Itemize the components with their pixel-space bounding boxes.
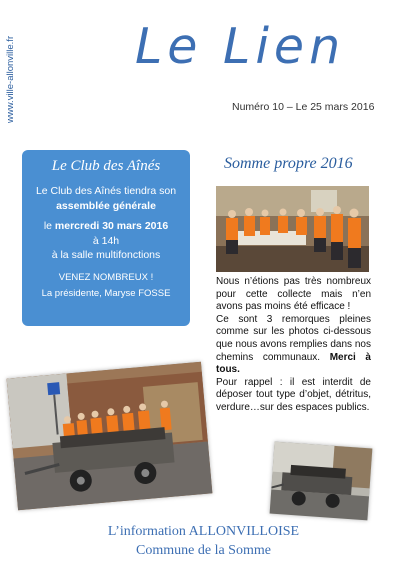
club-date-line xyxy=(28,219,184,234)
club-line-2: assemblée générale xyxy=(56,199,156,212)
loaded-trailer-photo xyxy=(270,442,373,521)
article-paragraph-3: Pour rappel : il est interdit de déposer tout type d’objet, détritus, verdure…sur des espaces publics. xyxy=(216,376,371,413)
club-date: mercredi 30 mars 2016 xyxy=(54,220,169,232)
article-paragraph-2-text: Ce sont 3 remorques pleines comme sur les photos ci-dessous que nous avons remplies dans nos chemins communaux. xyxy=(216,313,371,363)
club-time: à 14h xyxy=(92,234,120,247)
article-thanks: Merci à tous. xyxy=(216,351,371,376)
footer-commune: Commune de la Somme xyxy=(136,543,271,558)
article-body xyxy=(216,276,371,415)
club-location: à la salle multifonctions xyxy=(51,249,161,261)
sidebar-website-url[interactable] xyxy=(2,8,16,128)
club-call-to-action: VENEZ NOMBREUX ! xyxy=(58,271,154,283)
club-announcement-box xyxy=(22,150,190,326)
volunteers-trailer-photo xyxy=(7,362,213,510)
volunteers-meeting-photo xyxy=(216,186,369,272)
club-line-1: Le Club des Aînés tiendra son xyxy=(35,185,177,197)
issue-number: Numéro 10 – Le 25 mars 2016 xyxy=(232,101,375,113)
website-url-text[interactable]: www.ville-allonville.fr xyxy=(5,35,16,123)
footer-publication-name: L’information ALLONVILLOISE xyxy=(107,524,300,539)
article-title: Somme propre 2016 xyxy=(224,155,353,172)
article-paragraph-1: Nous n’étions pas très nombreux pour cette collecte mais n’en avons pas moins été efficace ! xyxy=(216,276,371,313)
masthead-text: Le Lien xyxy=(135,18,346,75)
article-paragraph-2 xyxy=(216,314,371,377)
club-title: Le Club des Aînés xyxy=(51,158,161,174)
club-signature: La présidente, Maryse FOSSE xyxy=(41,287,171,299)
club-date-prefix: le xyxy=(43,220,55,232)
masthead-title xyxy=(135,18,375,90)
